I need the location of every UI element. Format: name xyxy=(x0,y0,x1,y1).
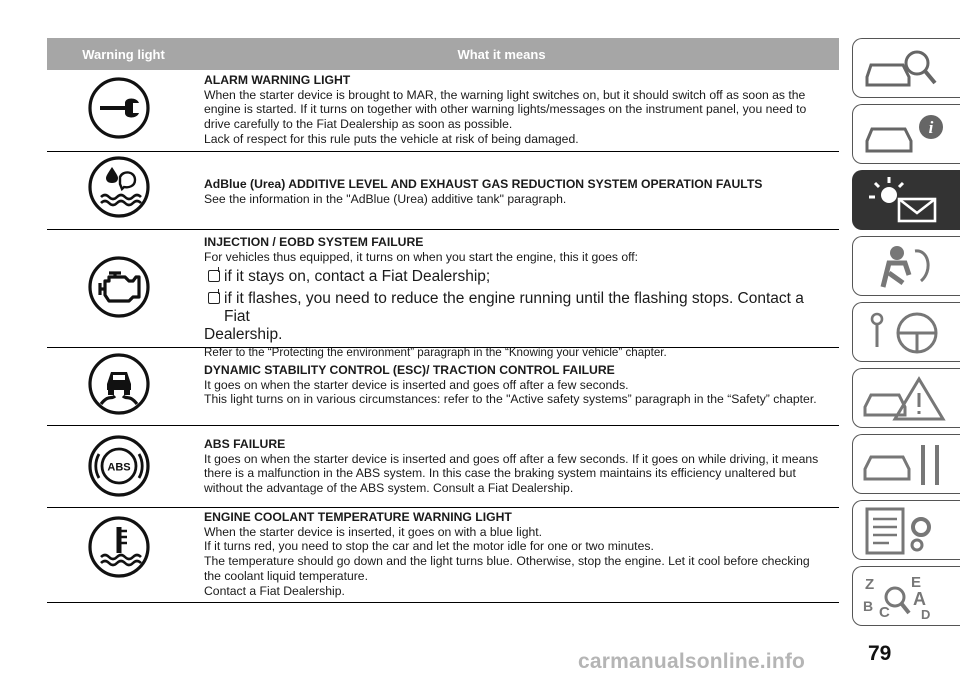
svg-text:C: C xyxy=(879,604,890,621)
svg-text:D: D xyxy=(921,607,931,622)
technical-data-tab[interactable] xyxy=(852,500,960,560)
page-number: 79 xyxy=(868,642,892,665)
svg-text:A: A xyxy=(913,589,926,609)
row-title: AdBlue (Urea) ADDITIVE LEVEL AND EXHAUST GAS REDUCTION SYSTEM OPERATION FAULTS xyxy=(204,177,763,191)
table-row: ABS ABS FAILURE It goes on when the starter device is inserted and goes off after a few seconds. If it goes on while driving, it means there is a malfunction in the ABS system. In this case the braking system maintains its efficiency unaltered but without the advantage of the ABS system. Consult a Fiat Dealership. xyxy=(47,425,839,508)
abs-icon xyxy=(87,434,151,498)
list-item: if it flashes, you need to reduce the engine running until the flashing stops. Contact a Fiat xyxy=(204,290,833,326)
document-gear-icon xyxy=(859,505,955,557)
table-header xyxy=(47,38,839,70)
engine-check-icon xyxy=(87,255,151,319)
svg-text:B: B xyxy=(863,598,874,614)
airbag-icon xyxy=(859,241,955,293)
car-maintenance-tab[interactable] xyxy=(852,434,960,494)
table-row: ALARM WARNING LIGHT When the starter device is brought to MAR, the warning light switches on, but it should switch off as soon as the engine is started. If it turns on together with other warning lights/messages on the instrument panel, you need to drive carefully to the Fiat Dealership as soon as possible. Lack of respect for this rule puts the vehicle at risk of being damaged. xyxy=(47,70,839,152)
warning-light-icon xyxy=(859,175,955,227)
watermark[interactable]: carmanualsonline.info xyxy=(578,650,806,673)
svg-text:E: E xyxy=(911,574,922,591)
svg-text:Z: Z xyxy=(865,576,875,593)
row-title: ALARM WARNING LIGHT xyxy=(204,73,351,87)
emergency-warning-tab[interactable] xyxy=(852,368,960,428)
table-row: AdBlue (Urea) ADDITIVE LEVEL AND EXHAUST GAS REDUCTION SYSTEM OPERATION FAULTS See the information in the "AdBlue (Urea) additive tank" paragraph. xyxy=(47,151,839,230)
index-tab[interactable] xyxy=(852,566,960,626)
checkbox-bullet-icon xyxy=(208,270,220,282)
car-search-tab[interactable] xyxy=(852,38,960,98)
abs-label: ABS xyxy=(107,461,131,474)
alphabet-index-icon xyxy=(859,571,955,623)
car-info-icon xyxy=(859,109,955,161)
wrench-warning-icon xyxy=(87,76,151,140)
header-what-it-means: What it means xyxy=(457,46,546,62)
warning-lights-tab[interactable] xyxy=(852,170,960,230)
row-title: ENGINE COOLANT TEMPERATURE WARNING LIGHT xyxy=(204,510,512,524)
adblue-warning-icon xyxy=(87,155,151,219)
steering-wheel-icon xyxy=(859,307,955,359)
row-title: ABS FAILURE xyxy=(204,437,286,451)
checkbox-bullet-icon xyxy=(208,292,220,304)
car-search-icon xyxy=(859,43,955,95)
row-title: INJECTION / EOBD SYSTEM FAILURE xyxy=(204,235,424,249)
coolant-temperature-icon xyxy=(87,515,151,579)
svg-text:i: i xyxy=(928,118,934,137)
car-wrench-icon xyxy=(859,439,955,491)
warning-triangle-icon xyxy=(859,373,955,425)
table-row: ENGINE COOLANT TEMPERATURE WARNING LIGHT When the starter device is inserted, it goes on with a blue light. If it turns red, you need to stop the car and let the motor idle for one or two minutes. The temperature should go down and the light turns blue. Otherwise, stop the engine. Let it cool before checking the coolant liquid temperature. Contact a Fiat Dealership. xyxy=(47,507,839,603)
list-item: if it stays on, contact a Fiat Dealership; xyxy=(204,268,833,286)
stability-control-icon xyxy=(87,352,151,416)
row-title: DYNAMIC STABILITY CONTROL (ESC)/ TRACTION CONTROL FAILURE xyxy=(204,363,615,377)
steering-key-tab[interactable] xyxy=(852,302,960,362)
car-info-tab[interactable] xyxy=(852,104,960,164)
airbag-safety-tab[interactable] xyxy=(852,236,960,296)
table-row: DYNAMIC STABILITY CONTROL (ESC)/ TRACTION CONTROL FAILURE It goes on when the starter device is inserted and goes off after a few seconds. This light turns on in various circumstances: refer to the "Active safety systems” paragraph in the “Safety” chapter. xyxy=(47,347,839,426)
header-warning-light: Warning light xyxy=(82,46,165,62)
table-row: INJECTION / EOBD SYSTEM FAILURE For vehicles thus equipped, it turns on when you start the engine, this it goes off: if it stays on, contact a Fiat Dealership; if it flashes, you need to reduce the engine running until the flashing stops. Contact a Fiat Dealership. Refer to the “Protecting the environment” paragraph in the “Knowing your vehicle” chapter. xyxy=(47,229,839,348)
